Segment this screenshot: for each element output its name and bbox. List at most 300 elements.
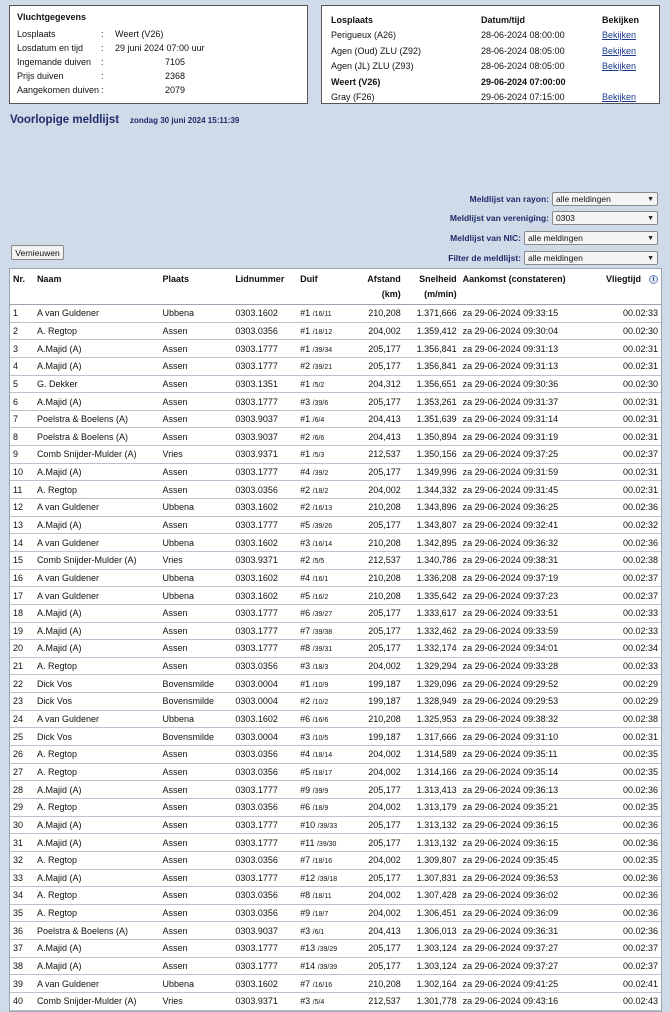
cell-vliegtijd: 00.02:31: [622, 467, 658, 478]
cell-vliegtijd: 00.02:36: [622, 784, 658, 795]
table-row: [10, 711, 661, 729]
cell-duif: [297, 890, 357, 900]
cell-naam: A. Regtop: [36, 766, 77, 777]
cell-vliegtijd: 00.02:37: [622, 943, 658, 954]
cell-vliegtijd: 00.02:41: [622, 978, 658, 989]
cell-vliegtijd: 00.02:31: [622, 484, 658, 495]
cell-duif-sub: /39/31: [312, 646, 333, 654]
cell-duif-rank: #14: [300, 961, 316, 972]
cell-nr: 13: [13, 520, 24, 530]
cell-plaats: Assen: [162, 766, 188, 777]
flight-info-separator: :: [101, 43, 104, 53]
cell-duif-sub: /5/5: [312, 558, 325, 566]
cell-duif-rank: #5: [300, 590, 311, 601]
cell-vliegtijd: 00.02:29: [622, 696, 658, 707]
release-view-link[interactable]: Bekijken: [602, 45, 637, 56]
cell-duif: [297, 361, 357, 371]
release-site-row: [331, 28, 659, 44]
cell-aankomst: za 29-06-2024 09:41:25: [462, 978, 559, 989]
cell-snelheid: 1.313,132: [416, 837, 457, 848]
cell-lidnummer: 0303.0356: [235, 908, 278, 919]
cell-afstand: 210,208: [368, 537, 401, 548]
cell-lidnummer: 0303.0356: [235, 802, 278, 813]
table-row: [10, 570, 661, 588]
cell-afstand: 210,208: [368, 978, 401, 989]
cell-nr: 30: [13, 819, 24, 830]
cell-naam: Poelstra & Boelens (A): [36, 431, 128, 442]
filter-vereniging-value: 0303: [556, 213, 575, 223]
cell-nr: 35: [13, 908, 24, 919]
cell-naam: A. Regtop: [36, 325, 77, 336]
cell-nr: 20: [13, 643, 24, 654]
cell-snelheid: 1.343,807: [416, 520, 457, 530]
cell-duif-sub: /5/2: [312, 381, 325, 389]
cell-afstand: 204,413: [368, 431, 401, 442]
filter-nic: [450, 231, 658, 245]
cell-nr: 31: [13, 837, 24, 848]
cell-aankomst: za 29-06-2024 09:29:53: [462, 696, 559, 707]
cell-duif-rank: #13: [300, 943, 316, 954]
cell-naam: A.Majid (A): [36, 608, 82, 619]
table-row: [10, 428, 661, 446]
cell-plaats: Assen: [162, 784, 188, 795]
cell-plaats: Assen: [162, 467, 188, 478]
cell-afstand: 205,177: [368, 361, 401, 372]
cell-plaats: Assen: [162, 802, 188, 813]
cell-vliegtijd: 00.02:37: [622, 590, 658, 601]
cell-naam: A van Guldener: [36, 502, 99, 513]
info-icon[interactable]: i: [649, 275, 658, 284]
cell-duif: [297, 979, 357, 989]
release-view-link[interactable]: Bekijken: [602, 30, 637, 41]
cell-lidnummer: 0303.1777: [235, 872, 278, 883]
cell-lidnummer: 0303.9371: [235, 449, 278, 460]
cell-plaats: Ubbena: [162, 537, 195, 548]
cell-plaats: Assen: [162, 890, 188, 901]
release-view-link[interactable]: Bekijken: [602, 61, 637, 72]
cell-snelheid: 1.325,953: [416, 714, 457, 725]
table-row: [10, 852, 661, 870]
cell-aankomst: za 29-06-2024 09:33:51: [462, 608, 559, 619]
col-afstand-header: [357, 269, 404, 304]
filter-rayon-label: Meldlijst van rayon:: [469, 194, 549, 204]
table-row: [10, 323, 661, 341]
cell-snelheid: 1.349,996: [416, 467, 457, 478]
cell-duif: [297, 326, 357, 336]
cell-naam: A.Majid (A): [36, 520, 82, 530]
cell-nr: 29: [13, 802, 24, 813]
cell-aankomst: za 29-06-2024 09:37:27: [462, 961, 559, 972]
cell-nr: 12: [13, 502, 24, 513]
cell-lidnummer: 0303.1777: [235, 819, 278, 830]
cell-lidnummer: 0303.1777: [235, 784, 278, 795]
cell-naam: Comb Snijder-Mulder (A): [36, 555, 137, 566]
cell-afstand: 210,208: [368, 308, 401, 319]
cell-naam: Poelstra & Boelens (A): [36, 925, 128, 936]
cell-naam: A.Majid (A): [36, 343, 82, 354]
filter-vereniging-label: Meldlijst van vereniging:: [449, 213, 549, 223]
flight-info-separator: :: [101, 85, 104, 95]
cell-snelheid: 1.350,156: [416, 449, 457, 460]
cell-duif-sub: /39/29: [317, 946, 338, 954]
cell-duif: [297, 538, 357, 548]
cell-lidnummer: 0303.1777: [235, 625, 278, 636]
cell-aankomst: za 29-06-2024 09:38:31: [462, 555, 559, 566]
cell-vliegtijd: 00.02:36: [622, 890, 658, 901]
cell-duif-sub: /39/34: [312, 346, 333, 354]
cell-aankomst: za 29-06-2024 09:37:27: [462, 943, 559, 954]
cell-afstand: 199,187: [368, 678, 401, 689]
cell-snelheid: 1.314,166: [416, 766, 457, 777]
cell-naam: A van Guldener: [36, 590, 99, 601]
cell-snelheid: 1.353,261: [416, 396, 457, 407]
cell-naam: A.Majid (A): [36, 643, 82, 654]
release-site-row: [331, 59, 659, 75]
cell-lidnummer: 0303.1602: [235, 308, 278, 319]
cell-lidnummer: 0303.1777: [235, 467, 278, 478]
flight-info-row: [17, 41, 300, 55]
cell-aankomst: za 29-06-2024 09:35:11: [462, 749, 558, 760]
release-place-header: Losplaats: [331, 14, 374, 25]
cell-nr: 14: [13, 537, 24, 548]
flight-info-separator: :: [101, 57, 104, 67]
flight-info-value: Weert (V26): [115, 29, 164, 39]
release-place: Gray (F26): [331, 92, 375, 103]
release-sites-list[interactable]: [331, 28, 659, 105]
cell-lidnummer: 0303.1602: [235, 502, 278, 513]
cell-vliegtijd: 00.02:36: [622, 502, 658, 513]
release-view-header: Bekijken: [602, 14, 640, 25]
cell-snelheid: 1.313,413: [416, 784, 457, 795]
cell-afstand: 205,177: [368, 625, 401, 636]
release-sites-header: [331, 12, 659, 28]
cell-duif-sub: /18/3: [312, 664, 329, 672]
cell-nr: 22: [13, 678, 24, 689]
table-body: [10, 305, 661, 1011]
cell-lidnummer: 0303.9037: [235, 925, 278, 936]
cell-aankomst: za 29-06-2024 09:31:13: [462, 343, 559, 354]
filter-vereniging-select[interactable]: [552, 211, 658, 225]
cell-duif-rank: #2: [300, 696, 311, 707]
cell-vliegtijd: 00.02:36: [622, 908, 658, 919]
release-datetime-header: Datum/tijd: [481, 14, 525, 25]
filter-nic-select[interactable]: [524, 231, 658, 245]
cell-duif-sub: /18/7: [312, 911, 329, 919]
filter-rayon-select[interactable]: [552, 192, 658, 206]
release-datetime: 28-06-2024 08:05:00: [481, 45, 565, 56]
cell-afstand: 210,208: [368, 572, 401, 583]
cell-vliegtijd: 00.02:31: [622, 396, 658, 407]
cell-duif-sub: /18/17: [312, 769, 333, 777]
flight-info-value: 29 juni 2024 07:00 uur: [115, 43, 205, 53]
release-site-row: [331, 90, 659, 105]
cell-duif-sub: /39/9: [312, 787, 329, 795]
filter-vereniging: [450, 211, 658, 225]
cell-nr: 17: [13, 590, 24, 601]
cell-nr: 19: [13, 625, 24, 636]
cell-vliegtijd: 00.02:35: [622, 855, 658, 866]
cell-vliegtijd: 00.02:36: [622, 872, 658, 883]
cell-lidnummer: 0303.0356: [235, 855, 278, 866]
cell-afstand: 199,187: [368, 731, 401, 742]
cell-aankomst: za 29-06-2024 09:35:45: [462, 855, 559, 866]
cell-nr: 27: [13, 766, 24, 777]
cell-duif-rank: #2: [300, 361, 311, 372]
cell-aankomst: za 29-06-2024 09:43:16: [462, 996, 559, 1007]
cell-aankomst: za 29-06-2024 09:35:14: [462, 766, 559, 777]
cell-naam: A.Majid (A): [36, 872, 82, 883]
cell-nr: 15: [13, 555, 24, 566]
cell-vliegtijd: 00.02:35: [622, 749, 658, 760]
cell-duif-rank: #2: [300, 484, 311, 495]
col-nr-header: Nr.: [13, 274, 26, 284]
cell-duif-sub: /39/21: [312, 364, 333, 372]
release-view-link[interactable]: Bekijken: [602, 92, 637, 103]
cell-duif-sub: /16/13: [312, 505, 333, 513]
cell-snelheid: 1.317,666: [416, 731, 457, 742]
refresh-button[interactable]: Vernieuwen: [11, 245, 64, 260]
cell-vliegtijd: 00.02:30: [622, 378, 658, 389]
cell-afstand: 205,177: [368, 784, 401, 795]
cell-aankomst: za 29-06-2024 09:33:15: [462, 308, 559, 319]
cell-duif-sub: /16/1: [312, 575, 329, 583]
cell-duif-rank: #6: [300, 802, 311, 813]
cell-naam: Poelstra & Boelens (A): [36, 414, 128, 425]
flight-info-row: [17, 55, 300, 69]
cell-plaats: Assen: [162, 925, 188, 936]
cell-duif: [297, 838, 357, 848]
cell-vliegtijd: 00.02:35: [622, 802, 658, 813]
cell-afstand: 204,413: [368, 414, 401, 425]
table-row: [10, 587, 661, 605]
cell-plaats: Ubbena: [162, 590, 195, 601]
cell-afstand: 205,177: [368, 643, 401, 654]
cell-vliegtijd: 00.02:29: [622, 678, 658, 689]
flight-info-label: Aangekomen duiven: [17, 85, 100, 95]
table-row: [10, 499, 661, 517]
cell-duif-rank: #1: [300, 325, 311, 336]
cell-duif-rank: #7: [300, 978, 311, 989]
table-row: [10, 693, 661, 711]
cell-plaats: Assen: [162, 343, 188, 354]
cell-vliegtijd: 00.02:34: [622, 643, 658, 654]
cell-duif-rank: #1: [300, 449, 311, 460]
cell-lidnummer: 0303.0356: [235, 749, 278, 760]
cell-afstand: 204,002: [368, 325, 401, 336]
cell-plaats: Assen: [162, 378, 188, 389]
cell-lidnummer: 0303.1602: [235, 590, 278, 601]
cell-afstand: 204,413: [368, 925, 401, 936]
cell-nr: 21: [13, 661, 24, 672]
chevron-down-icon: ▼: [647, 254, 654, 262]
cell-duif-sub: /18/2: [312, 487, 329, 495]
cell-aankomst: za 29-06-2024 09:36:25: [462, 502, 559, 513]
cell-nr: 40: [13, 996, 24, 1007]
cell-plaats: Assen: [162, 943, 188, 954]
cell-lidnummer: 0303.1602: [235, 714, 278, 725]
cell-nr: 33: [13, 872, 24, 883]
cell-vliegtijd: 00.02:37: [622, 572, 658, 583]
cell-nr: 3: [13, 343, 19, 354]
cell-vliegtijd: 00.02:30: [622, 325, 658, 336]
cell-plaats: Assen: [162, 855, 188, 866]
filter-meldlijst-label: Filter de meldlijst:: [448, 253, 521, 263]
table-row: [10, 817, 661, 835]
cell-plaats: Assen: [162, 396, 188, 407]
cell-plaats: Assen: [162, 625, 188, 636]
col-vliegtijd-header: [589, 269, 661, 304]
col-naam-header: Naam: [36, 274, 62, 284]
filter-rayon: [470, 192, 658, 206]
cell-duif: [297, 485, 357, 495]
cell-naam: Comb Snijder-Mulder (A): [36, 449, 137, 460]
cell-duif-sub: /10/5: [312, 734, 329, 742]
cell-nr: 10: [13, 467, 24, 478]
cell-lidnummer: 0303.0356: [235, 890, 278, 901]
cell-plaats: Vries: [162, 449, 183, 460]
cell-duif-rank: #3: [300, 925, 311, 936]
cell-plaats: Assen: [162, 361, 188, 372]
cell-snelheid: 1.351,639: [416, 414, 457, 425]
cell-plaats: Assen: [162, 608, 188, 619]
cell-plaats: Assen: [162, 414, 188, 425]
col-vliegtijd-label: Vliegtijd: [605, 274, 641, 284]
cell-vliegtijd: 00.02:35: [622, 766, 658, 777]
cell-afstand: 204,312: [368, 378, 401, 389]
cell-aankomst: za 29-06-2024 09:30:36: [462, 378, 559, 389]
cell-duif-rank: #3: [300, 661, 311, 672]
cell-duif-rank: #3: [300, 537, 311, 548]
cell-naam: A van Guldener: [36, 308, 99, 319]
cell-afstand: 205,177: [368, 837, 401, 848]
cell-duif-sub: /5/3: [312, 452, 325, 460]
table-row: [10, 658, 661, 676]
cell-plaats: Vries: [162, 555, 183, 566]
cell-aankomst: za 29-06-2024 09:31:14: [462, 414, 559, 425]
cell-aankomst: za 29-06-2024 09:33:59: [462, 625, 559, 636]
cell-naam: Dick Vos: [36, 678, 72, 689]
cell-duif: [297, 555, 357, 565]
cell-duif: [297, 661, 357, 671]
cell-snelheid: 1.301,778: [416, 996, 457, 1007]
cell-duif: [297, 344, 357, 354]
cell-duif-sub: /5/4: [312, 999, 325, 1007]
cell-naam: Dick Vos: [36, 696, 72, 707]
cell-vliegtijd: 00.02:43: [622, 996, 658, 1007]
release-place: Agen (JL) ZLU (Z93): [331, 61, 414, 72]
cell-afstand: 210,208: [368, 502, 401, 513]
cell-naam: A. Regtop: [36, 855, 77, 866]
table-row: [10, 922, 661, 940]
cell-lidnummer: 0303.1777: [235, 943, 278, 954]
cell-plaats: Ubbena: [162, 978, 195, 989]
cell-plaats: Assen: [162, 325, 188, 336]
cell-nr: 9: [13, 449, 19, 460]
cell-duif-sub: /39/18: [317, 875, 338, 883]
cell-afstand: 212,537: [368, 449, 401, 460]
cell-naam: A.Majid (A): [36, 819, 82, 830]
cell-snelheid: 1.313,132: [416, 819, 457, 830]
cell-duif-sub: /18/12: [312, 328, 333, 336]
cell-nr: 36: [13, 925, 24, 936]
cell-lidnummer: 0303.0004: [235, 696, 278, 707]
filter-meldlijst-value: alle meldingen: [528, 253, 583, 263]
cell-afstand: 204,002: [368, 766, 401, 777]
cell-lidnummer: 0303.0356: [235, 661, 278, 672]
table-row: [10, 940, 661, 958]
cell-duif-sub: /16/6: [312, 717, 329, 725]
cell-vliegtijd: 00.02:36: [622, 537, 658, 548]
flight-info-title: Vluchtgegevens: [17, 12, 87, 22]
cell-duif-rank: #5: [300, 520, 311, 530]
results-table: [9, 268, 662, 1012]
cell-plaats: Ubbena: [162, 572, 195, 583]
flight-info-separator: :: [101, 29, 104, 39]
cell-vliegtijd: 00.02:33: [622, 308, 658, 319]
cell-nr: 18: [13, 608, 24, 619]
cell-nr: 32: [13, 855, 24, 866]
cell-aankomst: za 29-06-2024 09:37:23: [462, 590, 559, 601]
cell-nr: 38: [13, 961, 24, 972]
cell-afstand: 212,537: [368, 555, 401, 566]
cell-naam: A. Regtop: [36, 908, 77, 919]
cell-naam: A.Majid (A): [36, 837, 82, 848]
cell-duif-sub: /39/30: [316, 840, 337, 848]
cell-naam: A.Majid (A): [36, 943, 82, 954]
table-row: [10, 781, 661, 799]
cell-nr: 5: [13, 378, 19, 389]
flight-info-label: Losplaats: [17, 29, 56, 39]
cell-snelheid: 1.344,332: [416, 484, 457, 495]
cell-lidnummer: 0303.1777: [235, 520, 278, 530]
cell-aankomst: za 29-06-2024 09:36:32: [462, 537, 559, 548]
release-sites-panel: [321, 5, 660, 104]
cell-nr: 28: [13, 784, 24, 795]
cell-duif: [297, 961, 357, 971]
cell-lidnummer: 0303.1602: [235, 978, 278, 989]
cell-snelheid: 1.328,949: [416, 696, 457, 707]
cell-snelheid: 1.350,894: [416, 431, 457, 442]
release-datetime: 29-06-2024 07:15:00: [481, 92, 565, 103]
cell-naam: A.Majid (A): [36, 961, 82, 972]
cell-snelheid: 1.340,786: [416, 555, 457, 566]
cell-duif-sub: /6/6: [312, 434, 325, 442]
cell-duif-sub: /18/9: [312, 805, 329, 813]
cell-duif: [297, 626, 357, 636]
table-row: [10, 958, 661, 976]
cell-afstand: 205,177: [368, 819, 401, 830]
cell-duif: [297, 679, 357, 689]
cell-nr: 23: [13, 696, 24, 707]
cell-aankomst: za 29-06-2024 09:31:10: [462, 731, 559, 742]
filter-meldlijst-select[interactable]: [524, 251, 658, 265]
cell-snelheid: 1.313,179: [416, 802, 457, 813]
cell-afstand: 204,002: [368, 908, 401, 919]
cell-snelheid: 1.309,807: [416, 855, 457, 866]
cell-lidnummer: 0303.0004: [235, 678, 278, 689]
cell-aankomst: za 29-06-2024 09:32:41: [462, 520, 559, 530]
cell-plaats: Assen: [162, 819, 188, 830]
flight-info-row: [17, 27, 300, 41]
cell-plaats: Assen: [162, 872, 188, 883]
cell-duif: [297, 732, 357, 742]
cell-plaats: Assen: [162, 749, 188, 760]
cell-duif-sub: /10/2: [312, 699, 329, 707]
cell-vliegtijd: 00.02:36: [622, 819, 658, 830]
filter-nic-label: Meldlijst van NIC:: [450, 233, 521, 243]
cell-lidnummer: 0303.1777: [235, 837, 278, 848]
flight-info-label: Ingemande duiven: [17, 57, 92, 67]
